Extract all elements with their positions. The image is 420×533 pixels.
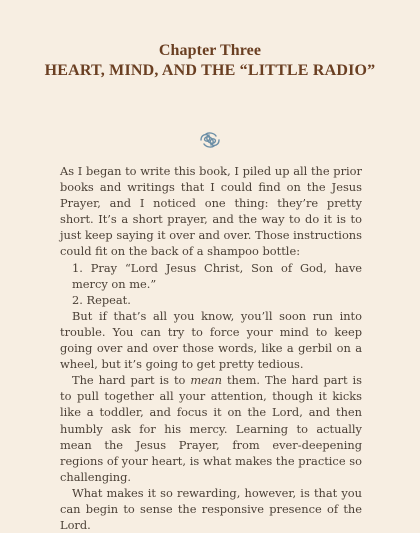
chapter-header: [36, 42, 384, 81]
list-item: [72, 292, 362, 308]
paragraph-trouble: But if that’s all you know, you’ll soon run into trouble. You can try to force your mind to keep going over and over those words, like a gerbil on a wheel, but it’s going to get pretty tedious.: [60, 308, 362, 372]
paragraph-intro: As I began to write this book, I piled up all the prior books and writings that I could find on the Jesus Prayer, and I noticed one thing: they’re pretty short. It’s a short prayer, and the way to do it is to just keep saying it over and over. Those instructions could fit on the back of a shampoo bottle:: [60, 164, 362, 259]
instruction-list: [60, 260, 362, 308]
chapter-label: Chapter Three: [158, 42, 262, 59]
emphasis-mean: mean: [190, 373, 223, 388]
chapter-body: [60, 163, 362, 533]
list-item-text: Pray “Lord Jesus Christ, Son of God, have mercy on me.”: [72, 260, 362, 291]
paragraph-hard-part-rest: them. The hard part is to pull together all your attention, though it kicks like a toddler, and focus it on the Lord, and then humbly ask for his mercy. Learning to actually mean the Jesus Prayer, from ever-deepening regions of your heart, is what makes the practice so challenging.: [60, 373, 362, 484]
paragraph-hard-part: [60, 372, 362, 485]
paragraph-hard-part-start: The hard part is to: [72, 373, 191, 388]
chapter-title: HEART, MIND, AND THE “LITTLE RADIO”: [44, 62, 376, 79]
list-item-text: Repeat.: [86, 292, 131, 307]
celtic-knot-ornament-icon: [198, 130, 222, 150]
list-item-number: 2.: [72, 292, 83, 307]
paragraph-rewarding: What makes it so rewarding, however, is that you can begin to sense the responsive presence of the Lord.: [60, 485, 362, 533]
list-item-number: 1.: [72, 260, 83, 275]
list-item: [72, 260, 362, 292]
